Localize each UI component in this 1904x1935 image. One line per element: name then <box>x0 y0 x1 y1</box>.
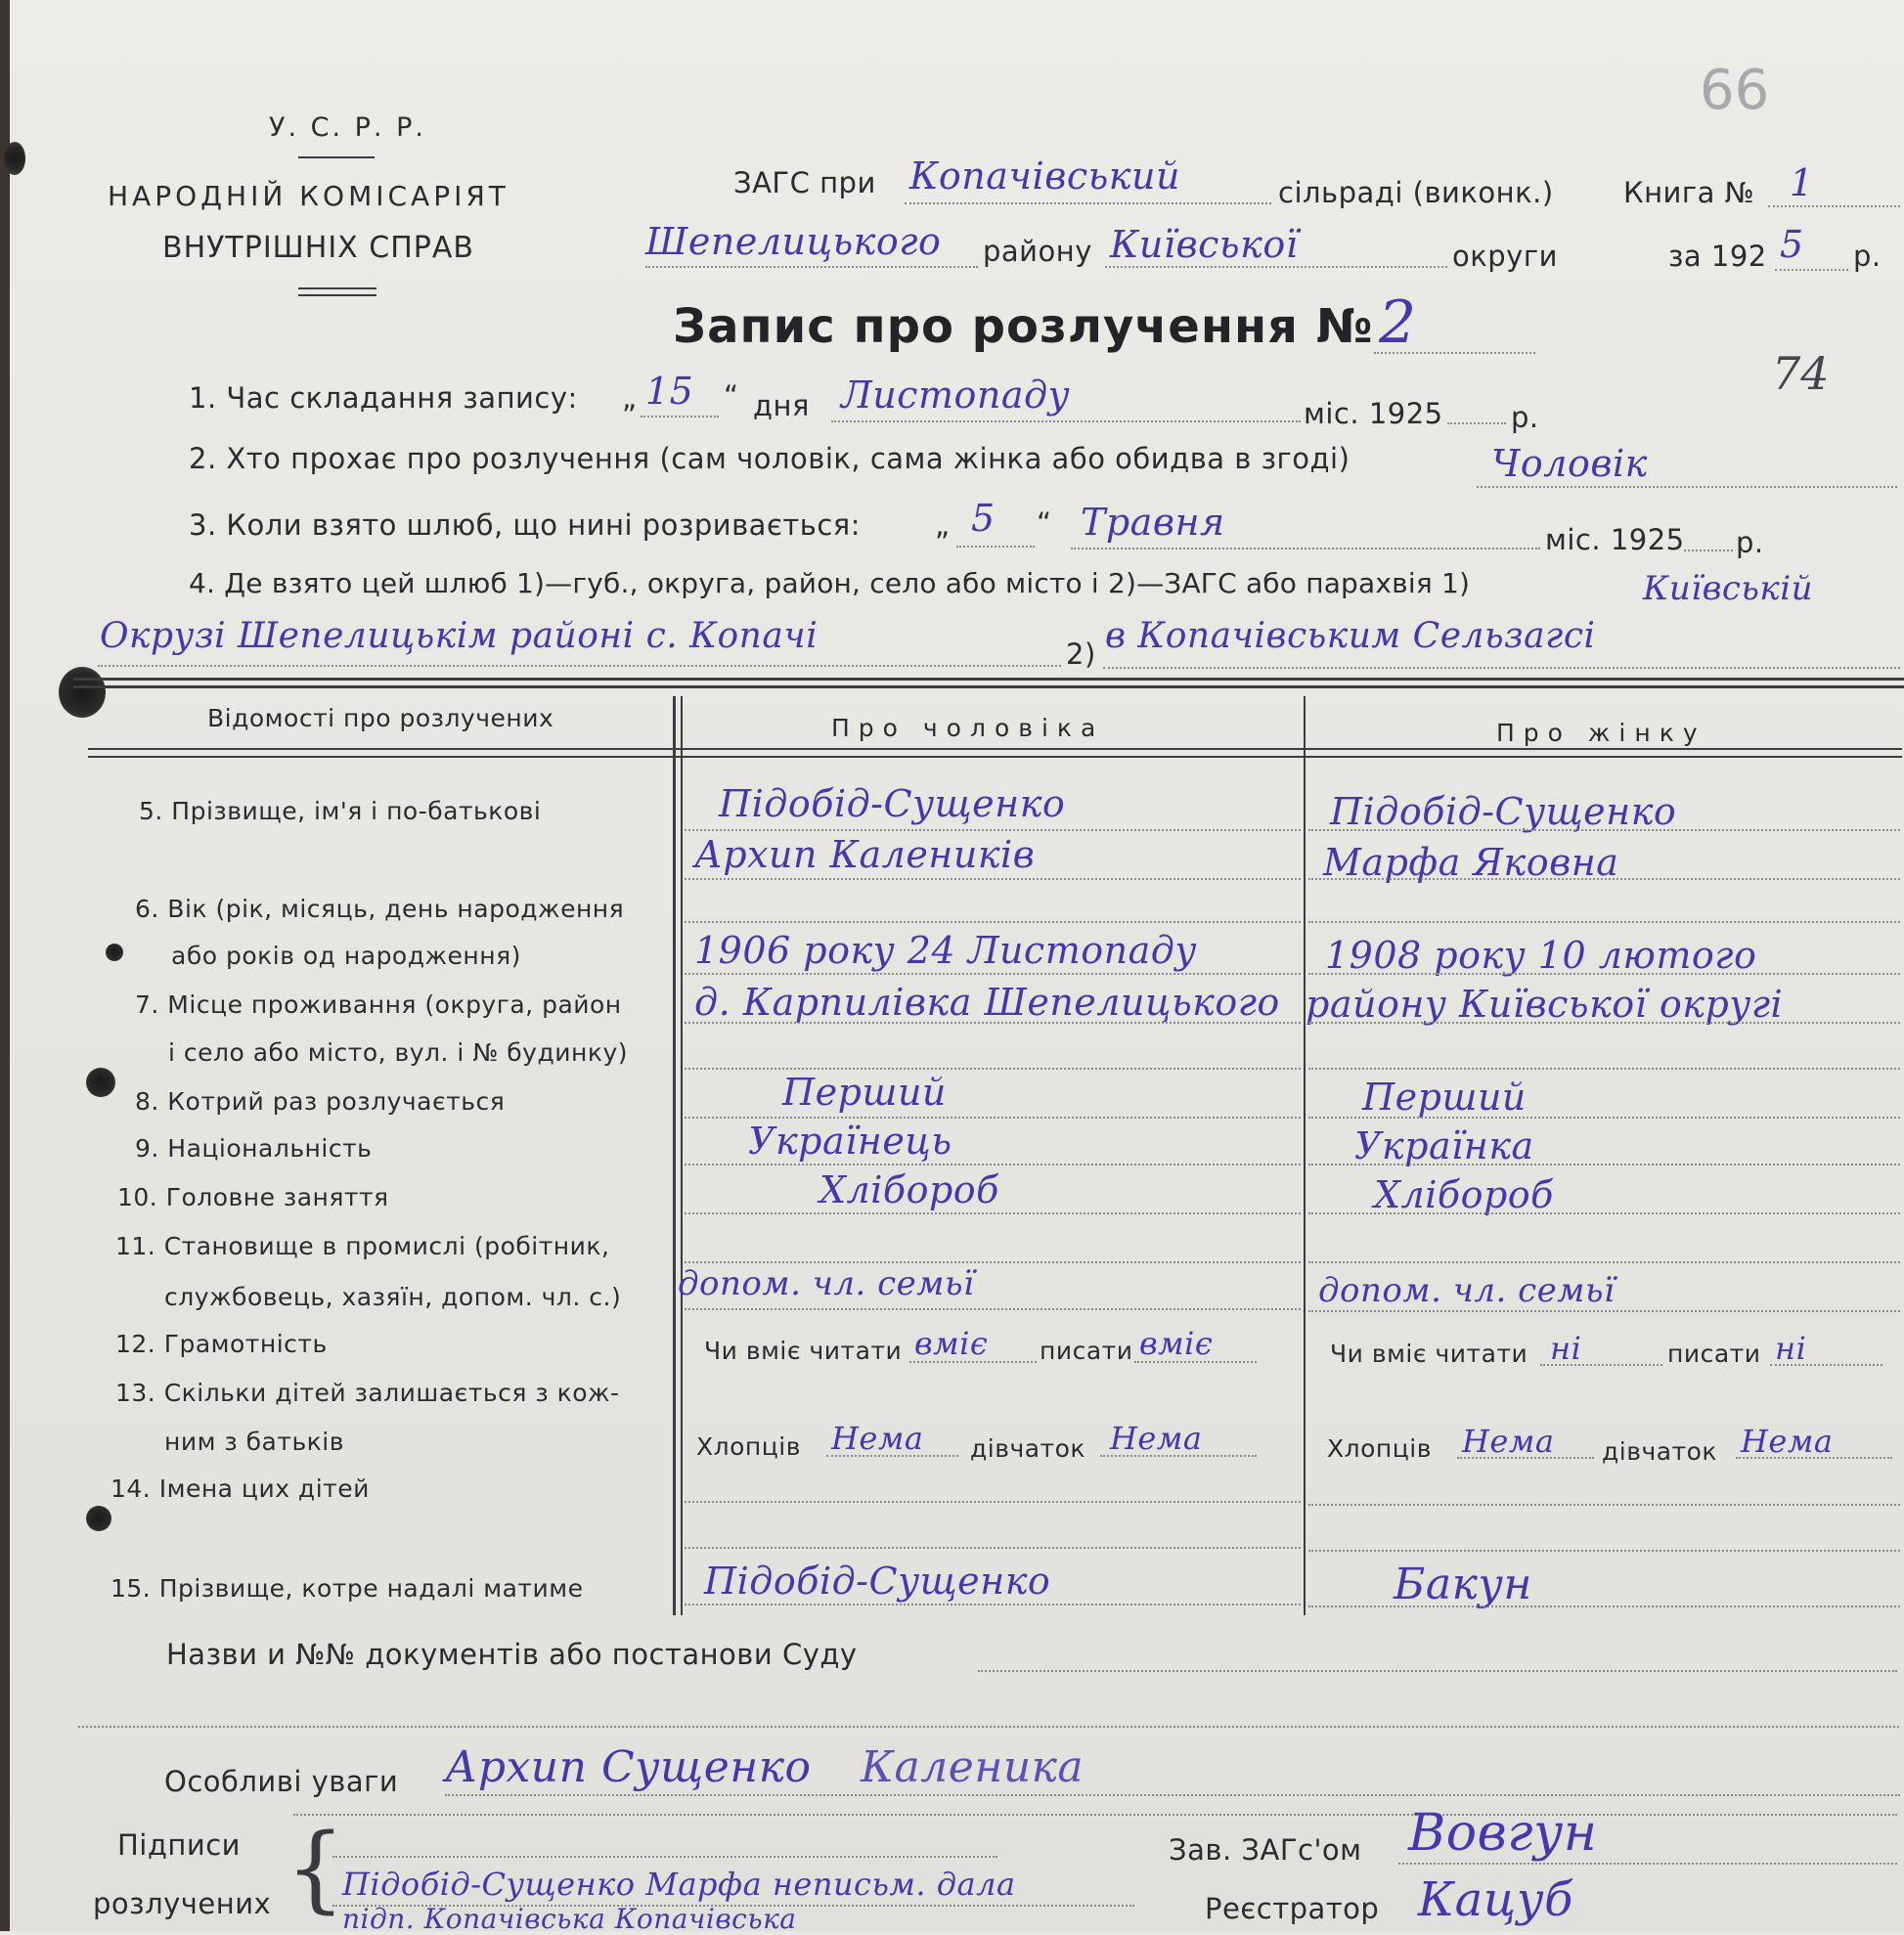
husband-birth: 1906 року 24 Листопаду <box>694 929 1197 972</box>
fill-line <box>685 1308 1301 1310</box>
row-label: 6. Вік (рік, місяць, день народження <box>135 895 625 923</box>
husband-read: вміє <box>914 1325 989 1362</box>
item3-day: 5 <box>971 497 996 540</box>
fill-line <box>685 973 1301 975</box>
fill-line <box>1308 1550 1900 1552</box>
fill-line <box>1775 269 1848 271</box>
item2-value: Чоловік <box>1491 442 1648 485</box>
okruha-value: Київської <box>1110 223 1299 266</box>
fill-line <box>826 1455 958 1457</box>
fill-line <box>685 1117 1301 1119</box>
fill-line <box>1308 973 1900 975</box>
fill-line <box>1308 1605 1900 1607</box>
notes-value: Архип Сущенко <box>445 1742 812 1792</box>
notes-value: Каленика <box>861 1742 1085 1792</box>
fill-line <box>1374 352 1535 354</box>
fill-line <box>956 546 1035 548</box>
husband-divorce-count: Перший <box>782 1071 947 1114</box>
wife-nationality: Українка <box>1354 1124 1534 1167</box>
okruha-label: округи <box>1452 240 1558 273</box>
fill-line <box>1308 1212 1900 1214</box>
husband-girls: Нема <box>1110 1420 1203 1457</box>
wife-name: Марфа Яковна <box>1323 841 1619 884</box>
husband-status: допом. чл. семьї <box>678 1264 975 1303</box>
item1-month: Листопаду <box>841 374 1071 417</box>
book-value: 1 <box>1790 161 1814 204</box>
fill-line <box>831 420 1301 422</box>
signatures-label: розлучених <box>93 1887 272 1920</box>
fill-line <box>1398 1863 1897 1865</box>
col-header-husband: Про чоловіка <box>831 714 1105 742</box>
fill-line <box>685 1547 1301 1549</box>
wife-residence: району Київської округі <box>1306 983 1784 1026</box>
year-suffix: р. <box>1853 240 1882 273</box>
fill-line <box>1447 422 1506 424</box>
row-label: 11. Становище в промислі (робітник, <box>115 1232 610 1260</box>
fill-line <box>685 1501 1301 1503</box>
fill-line <box>905 202 1271 204</box>
head-signature: Вовгун <box>1408 1804 1598 1863</box>
boys-label: Хлопців <box>1327 1434 1432 1463</box>
rayon-value: Шепелицького <box>645 220 942 263</box>
item1-day: 15 <box>645 370 694 413</box>
fill-line <box>685 1604 1301 1605</box>
write-label: писати <box>1040 1337 1133 1365</box>
year-label: за 192 <box>1668 240 1767 273</box>
table-header-rule <box>88 748 1902 750</box>
divider <box>298 294 376 296</box>
fill-line <box>445 1794 1900 1796</box>
wife-status: допом. чл. семьї <box>1318 1271 1616 1310</box>
fill-line <box>1100 1455 1257 1457</box>
fill-line <box>685 1068 1301 1070</box>
fill-line <box>1308 1504 1900 1506</box>
item4-label: 4. Де взято цей шлюб 1)—губ., округа, район, село або місто і 2)—ЗАГС або парахвія 1) <box>189 567 1471 599</box>
row-label: 7. Місце проживання (округа, район <box>135 990 622 1019</box>
punch-hole <box>106 944 123 961</box>
girls-label: дівчаток <box>970 1434 1086 1463</box>
fill-line <box>685 878 1301 880</box>
fill-line <box>332 1856 997 1858</box>
fill-line <box>685 829 1301 831</box>
item1-day-label: дня <box>753 389 810 422</box>
registrar-signature: Кацуб <box>1418 1872 1573 1927</box>
read-label: Чи вміє читати <box>1330 1340 1528 1368</box>
fill-line <box>978 1670 1897 1672</box>
docs-label: Назви и №№ документів або постанови Суду <box>166 1638 858 1671</box>
fill-line <box>685 1212 1301 1214</box>
fill-line <box>685 1261 1301 1263</box>
husband-occupation: Хлібороб <box>819 1168 999 1211</box>
row-label: 14. Імена цих дітей <box>111 1474 370 1503</box>
wife-future-surname: Бакун <box>1394 1560 1532 1609</box>
husband-surname: Підобід-Сущенко <box>719 782 1066 825</box>
row-label: або років од народження) <box>171 942 521 970</box>
wife-divorce-count: Перший <box>1362 1076 1527 1119</box>
wife-boys: Нема <box>1462 1423 1555 1460</box>
wife-read: ні <box>1550 1330 1582 1367</box>
punch-hole <box>86 1068 115 1097</box>
row-label: службовець, хазяїн, допом. чл. с.) <box>164 1283 622 1311</box>
fill-line <box>1308 1022 1900 1024</box>
zags-value: Копачівський <box>909 154 1180 198</box>
quote-open: „ <box>935 508 951 542</box>
item4-value1b: Окрузі Шепелицькім районі с. Копачі <box>100 616 819 656</box>
read-label: Чи вміє читати <box>704 1337 903 1365</box>
brace: { <box>286 1814 346 1923</box>
fill-line <box>1134 1361 1257 1363</box>
item3-label: 3. Коли взято шлюб, що нині розривається: <box>189 508 862 542</box>
wife-occupation: Хлібороб <box>1374 1173 1554 1216</box>
row-label: 12. Грамотність <box>115 1330 328 1358</box>
divider <box>298 287 376 289</box>
table-top-rule <box>73 678 1904 681</box>
row-label: 5. Прізвище, ім'я і по-батькові <box>139 797 542 825</box>
husband-boys: Нема <box>831 1420 924 1457</box>
wife-birth: 1908 року 10 лютого <box>1325 934 1757 977</box>
pencil-number: 74 <box>1772 347 1830 400</box>
rayon-label: району <box>983 235 1092 268</box>
punch-hole <box>4 142 25 175</box>
page-edge-shadow <box>0 0 10 1931</box>
fill-line <box>1308 1310 1900 1312</box>
table-col-divider <box>673 696 676 1615</box>
row-label: і село або місто, вул. і № будинку) <box>168 1038 629 1067</box>
fill-line <box>1308 1068 1900 1070</box>
wife-girls: Нема <box>1741 1423 1834 1460</box>
item1-month-label: міс. 1925 <box>1304 397 1443 430</box>
quote-close: “ <box>1037 506 1052 540</box>
item4-label2: 2) <box>1066 638 1096 671</box>
husband-write: вміє <box>1139 1325 1214 1362</box>
fill-line <box>98 665 1061 667</box>
husband-nationality: Українець <box>748 1120 952 1163</box>
item3-month-label: міс. 1925 <box>1545 523 1685 556</box>
wife-signature: Підобід-Сущенко Марфа неписьм. дала <box>342 1866 1016 1903</box>
row-label: 10. Головне заняття <box>117 1183 389 1211</box>
ussr-label: У. С. Р. Р. <box>269 112 426 143</box>
item1-suffix: р. <box>1511 401 1539 434</box>
col-header-info: Відомості про розлучених <box>207 704 554 732</box>
item4-value1a: Київській <box>1643 569 1814 608</box>
boys-label: Хлопців <box>696 1432 801 1461</box>
quote-close: “ <box>724 379 739 413</box>
fill-line <box>641 416 719 418</box>
table-col-divider <box>681 696 683 1615</box>
item3-month: Травня <box>1081 501 1225 544</box>
wife-write: ні <box>1775 1330 1807 1367</box>
item4-value2: в Копачівським Сельзагсі <box>1105 616 1596 656</box>
write-label: писати <box>1667 1340 1761 1368</box>
year-value: 5 <box>1780 223 1804 266</box>
fill-line <box>909 1361 1037 1363</box>
fill-line <box>1736 1457 1892 1459</box>
fill-line <box>685 1164 1301 1165</box>
husband-residence: д. Карпилівка Шепелицького <box>694 981 1280 1024</box>
record-number: 2 <box>1379 288 1417 357</box>
husband-signature: підп. Копачівська Копачівська <box>342 1903 797 1935</box>
fill-line <box>1477 486 1897 488</box>
commissariat-line1: НАРОДНІЙ КОМІСАРІЯТ <box>108 180 509 212</box>
divider <box>298 156 375 158</box>
fill-line <box>1768 205 1900 207</box>
row-label: 15. Прізвище, котре надалі матиме <box>111 1574 584 1603</box>
fill-line <box>1103 667 1900 669</box>
row-label: 9. Національність <box>135 1134 373 1163</box>
punch-hole <box>86 1506 111 1531</box>
fill-line <box>1457 1457 1594 1459</box>
commissariat-line2: ВНУТРІШНІХ СПРАВ <box>162 231 474 265</box>
fill-line <box>78 1726 1899 1728</box>
table-header-rule <box>88 756 1902 758</box>
fill-line <box>1308 878 1900 880</box>
silradi-label: сільраді (виконк.) <box>1278 176 1554 209</box>
table-col-divider <box>1304 696 1306 1615</box>
notes-label: Особливі уваги <box>164 1765 399 1798</box>
zags-label: ЗАГС при <box>733 166 876 199</box>
item2-label: 2. Хто прохає про розлучення (сам чоловік, сама жінка або обидва в згоді) <box>189 442 1351 475</box>
head-label: Зав. ЗАГс'ом <box>1169 1833 1362 1867</box>
fill-line <box>685 921 1301 923</box>
col-header-wife: Про жінку <box>1496 719 1706 747</box>
fill-line <box>1308 1117 1900 1119</box>
quote-open: „ <box>622 381 638 415</box>
fill-line <box>1684 550 1733 551</box>
registrar-label: Реєстратор <box>1205 1892 1380 1925</box>
girls-label: дівчаток <box>1602 1437 1718 1466</box>
fill-line <box>1308 921 1900 923</box>
husband-name: Архип Калеників <box>694 833 1036 876</box>
fill-line <box>1308 1164 1900 1165</box>
fill-line <box>1770 1364 1882 1366</box>
fill-line <box>685 1022 1301 1024</box>
table-top-rule <box>73 685 1904 688</box>
signatures-label: Підписи <box>117 1828 242 1862</box>
row-label: ним з батьків <box>164 1428 344 1456</box>
punch-hole <box>59 667 106 718</box>
item1-label: 1. Час складання запису: <box>189 381 578 415</box>
fill-line <box>1540 1364 1662 1366</box>
book-label: Книга № <box>1623 176 1755 209</box>
fill-line <box>1071 548 1540 550</box>
fill-line <box>293 1814 1897 1816</box>
page-title: Запис про розлучення № <box>673 299 1374 354</box>
fill-line <box>645 266 978 268</box>
row-label: 8. Котрий раз розлучається <box>135 1087 506 1116</box>
fill-line <box>1308 1261 1900 1263</box>
fill-line <box>1105 266 1447 268</box>
wife-surname: Підобід-Сущенко <box>1330 790 1677 833</box>
fill-line <box>1308 829 1900 831</box>
item3-suffix: р. <box>1736 526 1764 559</box>
archive-number: 66 <box>1700 59 1770 122</box>
row-label: 13. Скільки дітей залишається з кож- <box>115 1379 620 1407</box>
husband-future-surname: Підобід-Сущенко <box>704 1560 1051 1603</box>
